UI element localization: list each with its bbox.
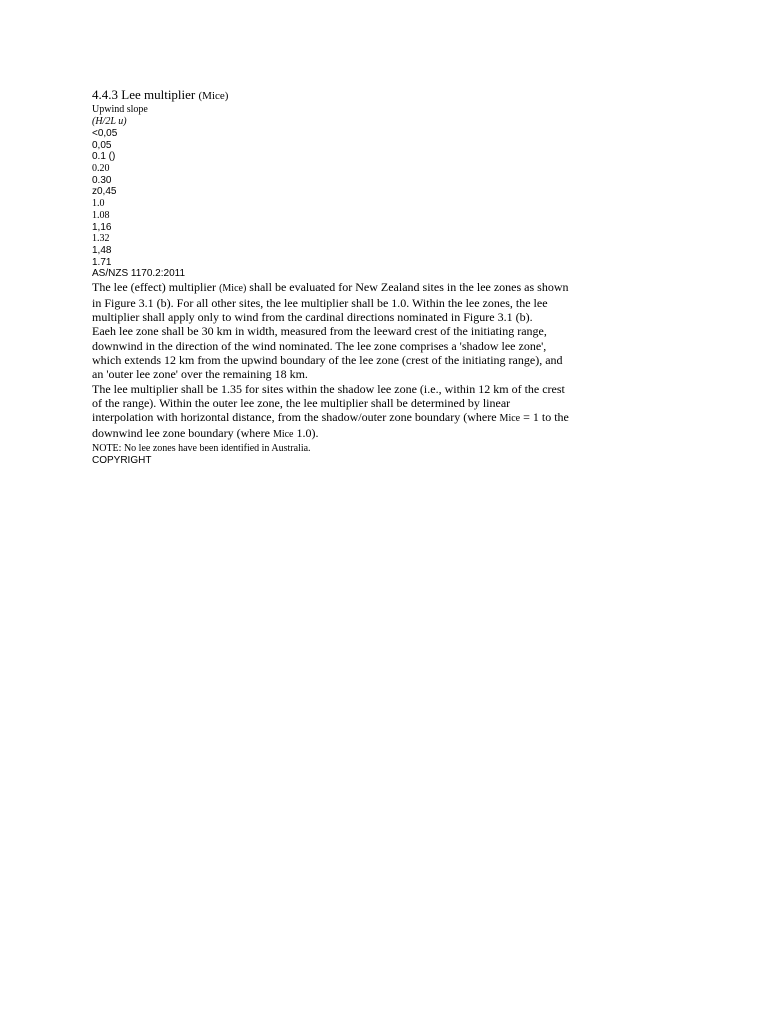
section-title: 4.4.3 Lee multiplier (92, 87, 196, 102)
slope-value: 0.1 () (92, 151, 116, 162)
multiplier-value: 1,16 (92, 221, 112, 233)
paragraph-lee-zone-width: Eaeh lee zone shall be 30 km in width, measured from the leeward crest of the initiating range, downwind in the direction of the wind nominated. The lee zone comprises a 'shadow lee zone', which extends 12 km from the upwind boundary of the lee zone (crest of the initiating range), and an 'outer lee zone' over the remaining 18 km. (92, 324, 563, 382)
multiplier-value: 1,48 (92, 245, 112, 256)
paragraph-text: 1.0). (296, 426, 319, 441)
slope-values-list (92, 128, 572, 198)
multiplier-value: 1.71 (92, 256, 112, 268)
paragraph-text: The lee (effect) multiplier (92, 279, 217, 294)
multiplier-symbol: Mice (272, 429, 294, 441)
slope-value: z0,45 (92, 186, 117, 197)
table-column-header: Upwind slope (92, 104, 148, 115)
copyright-footer: COPYRIGHT (92, 454, 152, 466)
table-column-subheader: (H/2L u) (92, 116, 127, 127)
multiplier-value: 1.0 (92, 197, 105, 209)
paragraph-lee-multiplier-definition (92, 280, 572, 325)
note-text: NOTE: No lee zones have been identified in Australia. (92, 442, 311, 454)
standard-reference: AS/NZS 1170.2:2011 (92, 268, 186, 279)
multiplier-values-list (92, 198, 572, 269)
paragraph-text: The lee multiplier shall be 1.35 for sites within the shadow lee zone (i.e., within 12 km of the crest of the range). Within the outer lee zone, the lee multiplier shall be determined by linear interpolation with horizontal distance, from the shadow/outer zone boundary (where (92, 381, 565, 425)
slope-value: 0.20 (92, 162, 110, 174)
multiplier-symbol: (Mice) (219, 282, 247, 294)
document-content (92, 87, 572, 466)
multiplier-value: 1.08 (92, 209, 110, 221)
multiplier-value: 1.32 (92, 233, 110, 244)
multiplier-symbol: Mice (499, 413, 521, 425)
paragraph-lee-multiplier-values (92, 382, 572, 443)
paragraph-text: shall be evaluated for New Zealand sites in the lee zones as shown in Figure 3.1 (b). For all other sites, the lee multiplier shall be 1.0. Within the lee zones, the lee multiplier shall apply only to wind from the cardinal directions nominated in Figure 3.1 (b). (92, 279, 569, 325)
section-heading (92, 87, 572, 104)
slope-value: <0,05 (92, 128, 118, 139)
paragraph-text: = 1 to the downwind lee zone boundary (where (92, 410, 569, 441)
slope-value: 0.30 (92, 174, 112, 186)
section-symbol: (Mice) (198, 90, 229, 102)
slope-value: 0,05 (92, 139, 112, 151)
